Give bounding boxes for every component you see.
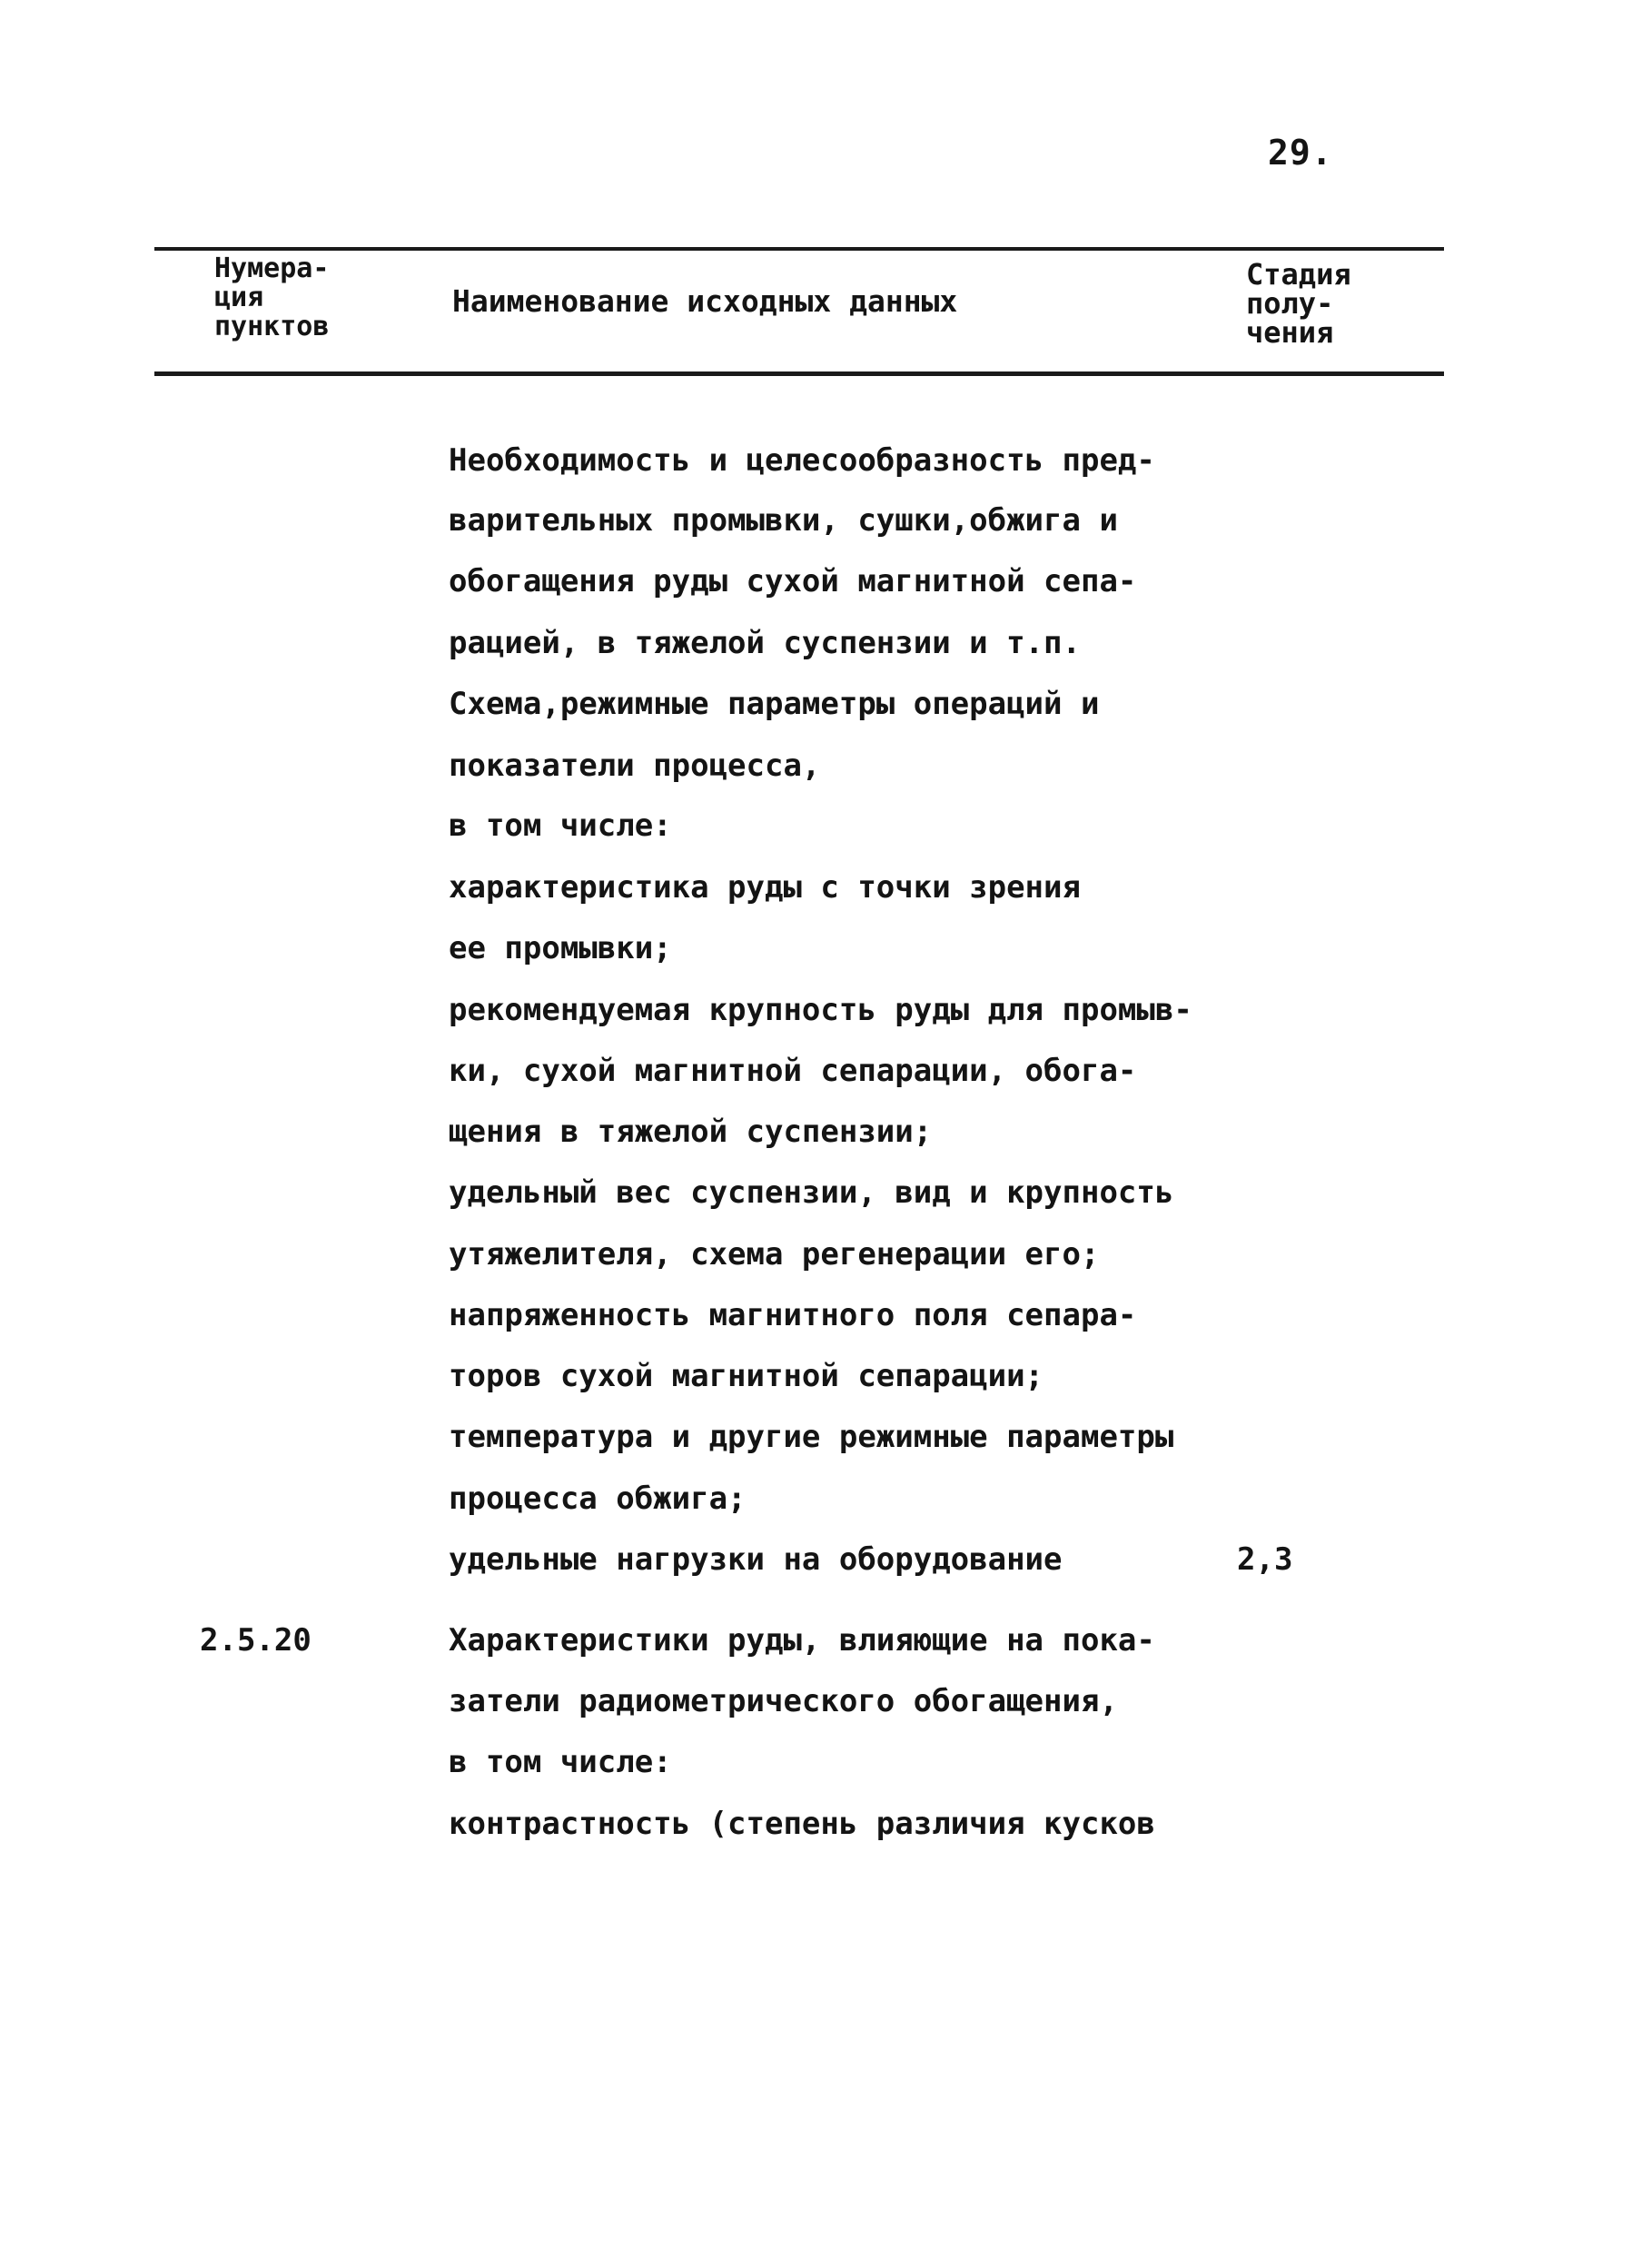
text-line: обогащения руды сухой магнитной сепа- xyxy=(449,563,1137,599)
text-line: температура и другие режимные параметры xyxy=(449,1419,1174,1455)
text-line: ее промывки; xyxy=(449,930,672,966)
text-line: ки, сухой магнитной сепарации, обога- xyxy=(449,1053,1137,1089)
text-line: процесса обжига; xyxy=(449,1481,747,1517)
text-line: характеристика руды с точки зрения xyxy=(449,869,1081,906)
header-numbering-line: пунктов xyxy=(214,311,330,342)
header-stage-line: чения xyxy=(1246,315,1334,350)
text-line: удельный вес суспензии, вид и крупность xyxy=(449,1174,1174,1211)
text-line: Необходимость и целесообразность пред- xyxy=(449,442,1155,479)
text-line: щения в тяжелой суспензии; xyxy=(449,1114,933,1150)
table-header-rule xyxy=(154,371,1444,376)
text-line: удельные нагрузки на оборудование xyxy=(449,1541,1063,1578)
header-numbering xyxy=(214,254,396,342)
text-line: утяжелителя, схема регенерации его; xyxy=(449,1236,1100,1273)
text-line: рацией, в тяжелой суспензии и т.п. xyxy=(449,625,1081,661)
stage-value: 2,3 xyxy=(1237,1541,1293,1578)
text-line: варительных промывки, сушки,обжига и xyxy=(449,502,1118,539)
text-line: рекомендуемая крупность руды для промыв- xyxy=(449,992,1192,1028)
text-line: показатели процесса, xyxy=(449,748,821,784)
text-line: Схема,режимные параметры операций и xyxy=(449,686,1100,722)
header-stage xyxy=(1246,257,1428,350)
header-numbering-line: Нумера- xyxy=(214,253,330,284)
header-stage-line: Стадия xyxy=(1246,257,1351,292)
text-line: в том числе: xyxy=(449,807,672,844)
text-line: напряженность магнитного поля сепара- xyxy=(449,1297,1137,1333)
header-name: Наименование исходных данных xyxy=(452,283,958,319)
page-number: 29. xyxy=(1268,133,1333,173)
text-line: в том числе: xyxy=(449,1744,672,1780)
text-line: Характеристики руды, влияющие на пока- xyxy=(449,1622,1155,1659)
header-numbering-line: ция xyxy=(214,282,264,313)
header-stage-line: полу- xyxy=(1246,286,1334,321)
item-number: 2.5.20 xyxy=(200,1622,312,1659)
text-line: затели радиометрического обогащения, xyxy=(449,1683,1118,1719)
table-top-rule xyxy=(154,247,1444,251)
text-line: торов сухой магнитной сепарации; xyxy=(449,1358,1044,1394)
text-line: контрастность (степень различия кусков xyxy=(449,1806,1155,1842)
